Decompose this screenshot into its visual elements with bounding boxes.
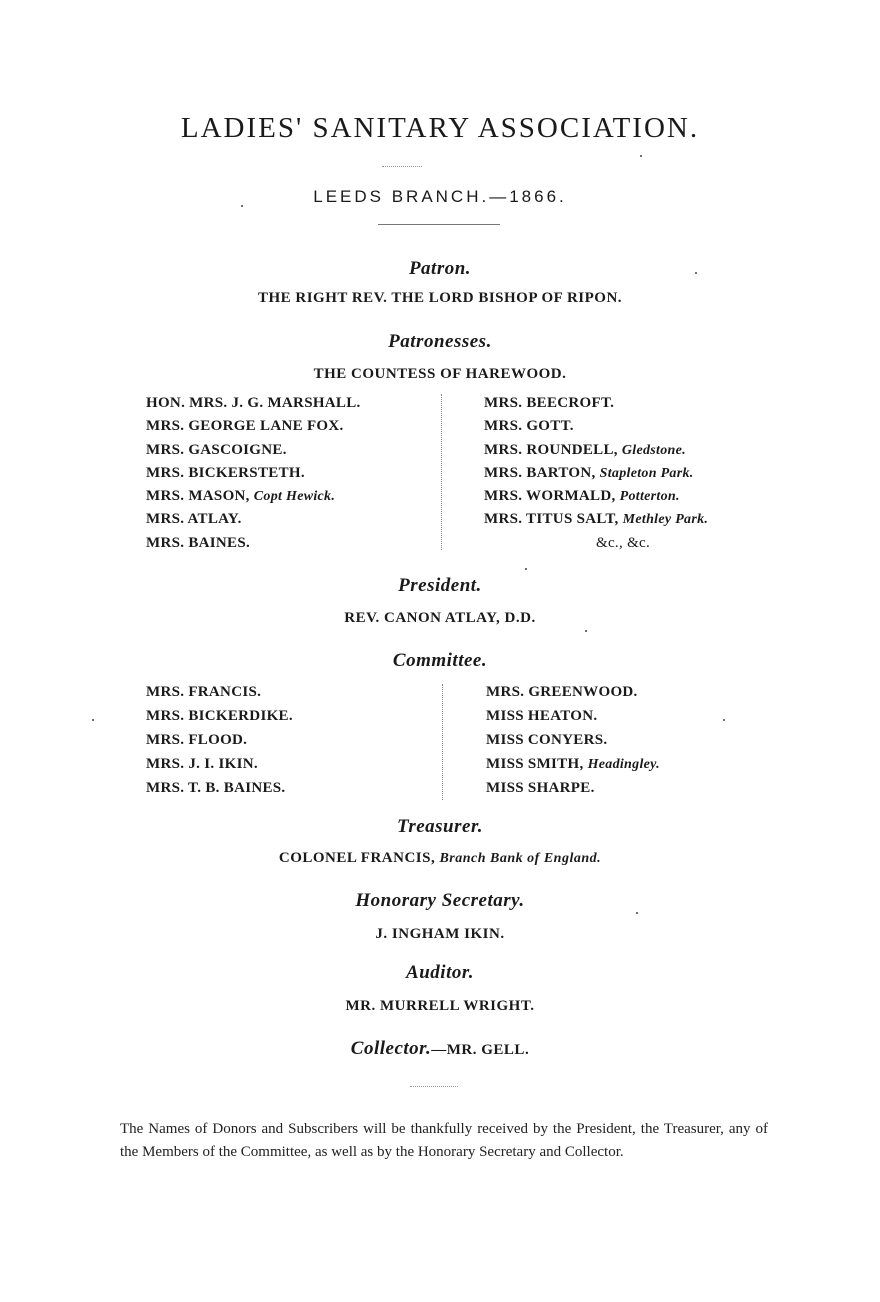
patroness-entry: MRS. MASON, Copt Hewick. xyxy=(146,488,336,505)
patroness-entry: MRS. TITUS SALT, Methley Park. xyxy=(484,511,709,528)
patroness-entry: MRS. GOTT. xyxy=(484,418,574,435)
column-divider xyxy=(442,684,443,800)
donations-note: The Names of Donors and Subscribers will be thankfully received by the President, the Treasurer, any of the Members of the Committee, as well as by the Honorary Secretary and Collector. xyxy=(120,1121,768,1160)
patroness-entry: MRS. ROUNDELL, Gledstone. xyxy=(484,441,686,458)
scan-speck xyxy=(723,719,725,721)
patronesses-lead: THE COUNTESS OF HAREWOOD. xyxy=(313,366,567,382)
patroness-entry: MRS. BAINES. xyxy=(146,534,251,551)
president-name: REV. CANON ATLAY, D.D. xyxy=(344,610,536,626)
patroness-entry: MRS. ATLAY. xyxy=(146,511,242,528)
scan-speck xyxy=(92,719,94,721)
patron-heading: Patron. xyxy=(408,258,472,279)
committee-heading: Committee. xyxy=(392,650,488,671)
treasurer-heading: Treasurer. xyxy=(396,816,484,837)
president-heading: President. xyxy=(398,575,482,596)
patroness-entry: MRS. BEECROFT. xyxy=(484,395,615,411)
column-divider xyxy=(441,394,442,550)
patroness-entry: MRS. GASCOIGNE. xyxy=(146,441,287,458)
auditor-heading: Auditor. xyxy=(406,962,474,983)
committee-member: MRS. T. B. BAINES. xyxy=(146,780,286,796)
committee-member: MRS. J. I. IKIN. xyxy=(146,756,258,772)
committee-member: MRS. FRANCIS. xyxy=(146,684,262,700)
scan-speck xyxy=(636,912,638,914)
collector-line: Collector.—MR. GELL. xyxy=(350,1038,530,1059)
divider-rule xyxy=(378,224,500,225)
committee-member: MISS SMITH, Headingley. xyxy=(486,756,660,772)
scan-speck xyxy=(585,630,587,632)
committee-member: MRS. BICKERDIKE. xyxy=(146,708,293,724)
patroness-entry: MRS. BARTON, Stapleton Park. xyxy=(484,464,694,481)
page-title: LADIES' SANITARY ASSOCIATION. xyxy=(180,112,700,144)
secretary-heading: Honorary Secretary. xyxy=(355,890,525,911)
patron-name: THE RIGHT REV. THE LORD BISHOP OF RIPON. xyxy=(257,290,623,306)
committee-member: MISS SHARPE. xyxy=(486,780,595,796)
patronesses-heading: Patronesses. xyxy=(388,331,492,352)
committee-left-column xyxy=(146,680,293,800)
committee-member: MISS HEATON. xyxy=(486,708,598,724)
committee-member: MISS CONYERS. xyxy=(486,732,608,748)
patronesses-etc: &c., &c. xyxy=(596,534,651,551)
committee-member: MRS. FLOOD. xyxy=(146,732,248,748)
auditor-name: MR. MURRELL WRIGHT. xyxy=(345,998,535,1014)
patronesses-right-column xyxy=(484,392,708,555)
branch-subtitle: LEEDS BRANCH.—1866. xyxy=(313,187,567,206)
committee-right-column xyxy=(486,680,660,800)
scan-speck xyxy=(525,568,527,570)
patroness-entry: MRS. WORMALD, Potterton. xyxy=(484,488,680,505)
secretary-name: J. INGHAM IKIN. xyxy=(375,926,505,942)
ornament-rule xyxy=(410,1086,458,1087)
patroness-entry: MRS. GEORGE LANE FOX. xyxy=(146,418,344,435)
patronesses-left-column xyxy=(146,392,361,555)
ornament-rule xyxy=(382,166,422,167)
scan-speck xyxy=(241,205,243,207)
committee-member: MRS. GREENWOOD. xyxy=(486,684,638,700)
scan-speck xyxy=(640,155,642,157)
patroness-entry: HON. MRS. J. G. MARSHALL. xyxy=(146,395,361,411)
patroness-entry: MRS. BICKERSTETH. xyxy=(146,464,305,481)
scan-speck xyxy=(695,272,697,274)
treasurer-line: COLONEL FRANCIS, Branch Bank of England. xyxy=(278,850,602,866)
